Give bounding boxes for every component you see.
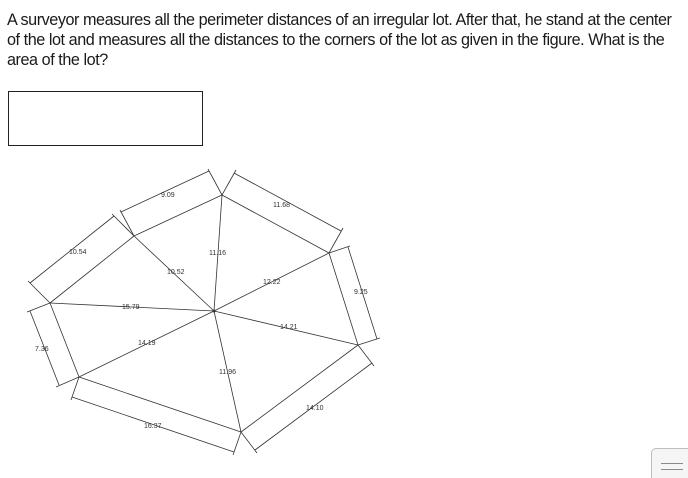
side-label-11-68: 11.68 bbox=[273, 202, 290, 209]
side-label-7-36: 7.36 bbox=[35, 346, 49, 353]
center-point bbox=[213, 310, 216, 313]
menu-lines-icon bbox=[661, 463, 683, 464]
radial-label-12-22: 12.22 bbox=[263, 279, 281, 286]
side-label-10-54: 10.54 bbox=[69, 249, 87, 256]
side-label-9-25: 9.25 bbox=[354, 289, 368, 296]
menu-button[interactable] bbox=[651, 448, 688, 478]
dimension-lines bbox=[27, 169, 380, 455]
side-label-9-09: 9.09 bbox=[161, 192, 175, 199]
radial-label-10-52: 10.52 bbox=[167, 269, 185, 276]
radial-label-14-19: 14.19 bbox=[138, 340, 156, 347]
side-label-16-37: 16.37 bbox=[144, 423, 162, 430]
side-label-14-10: 14.10 bbox=[306, 405, 324, 412]
radial-label-11-96: 11.96 bbox=[219, 369, 236, 376]
radial-label-14-21: 14.21 bbox=[280, 324, 298, 331]
radial-label-11-16: 11.16 bbox=[209, 250, 226, 257]
question-text: A surveyor measures all the perimeter distances of an irregular lot. After that, he stand at the center of the lot and measures all the distances to the corners of the lot as given in the figure. What is the area of the lot? bbox=[7, 11, 672, 69]
radial-label-15-79: 15.79 bbox=[122, 304, 140, 311]
